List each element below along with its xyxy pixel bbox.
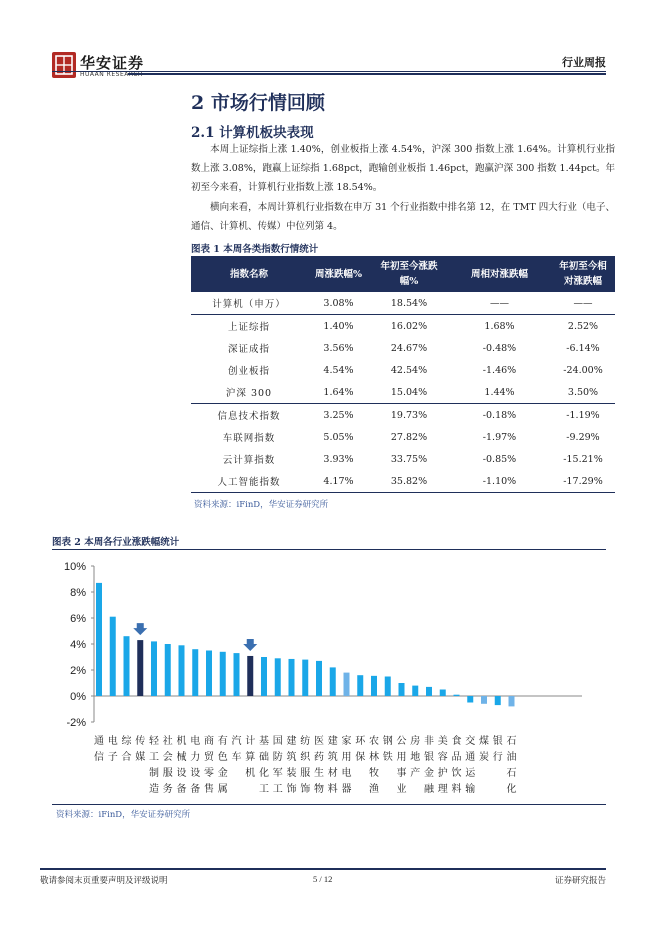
arrow-down-icon — [243, 639, 257, 651]
category-label: 建筑材料 — [327, 736, 338, 795]
y-tick-label: 4% — [70, 639, 86, 651]
category-label: 通信 — [94, 736, 104, 763]
bar — [165, 644, 171, 696]
category-label: 传媒 — [135, 736, 146, 763]
bar — [344, 673, 350, 696]
bar — [234, 653, 240, 696]
bar — [275, 658, 281, 696]
index-table — [191, 256, 615, 493]
bar — [220, 652, 226, 696]
bar — [399, 683, 405, 696]
category-label: 银行 — [492, 736, 503, 763]
bar — [481, 696, 487, 704]
category-label: 电力设备 — [190, 736, 201, 795]
category-label: 计算机 — [245, 736, 256, 779]
index-name-cell: 车联网指数 — [222, 433, 276, 444]
value-cell: 18.54% — [370, 292, 448, 315]
bar — [426, 687, 432, 696]
category-label: 电子 — [107, 736, 118, 763]
chart-top-divider — [52, 549, 606, 550]
industry-bar-chart — [52, 552, 606, 804]
table-row — [191, 337, 615, 359]
table-row — [191, 404, 615, 427]
subsection-title: 2.1 计算机板块表现 — [191, 125, 314, 141]
value-cell: 5.05% — [323, 431, 354, 443]
category-label: 社会服务 — [162, 736, 173, 795]
category-label: 国防军工 — [272, 736, 283, 795]
value-cell: 33.75% — [390, 453, 428, 465]
category-label: 交通运输 — [465, 736, 476, 795]
logo-text: 华安证券 — [80, 54, 145, 72]
category-label: 商贸零售 — [204, 736, 214, 795]
index-name-cell: 云计算指数 — [222, 455, 276, 466]
y-tick-label: 6% — [70, 613, 86, 625]
bar — [247, 656, 253, 696]
bar — [302, 660, 308, 696]
category-label: 石油石化 — [506, 736, 517, 795]
value-cell: 4.54% — [323, 364, 354, 376]
col-header: 指数名称 — [191, 256, 307, 292]
bar — [454, 695, 460, 696]
value-cell: 1.44% — [448, 381, 551, 404]
value-cell: 3.50% — [551, 381, 615, 404]
category-label: 综合 — [121, 736, 132, 763]
category-label: 有色金属 — [217, 736, 228, 795]
index-name-cell: 信息技术指数 — [217, 411, 281, 422]
table-row — [191, 448, 615, 470]
col-header: 周涨跌幅% — [307, 256, 370, 292]
col-header: 年初至今涨跌幅% — [370, 256, 448, 292]
section-title: 2 市场行情回顾 — [191, 92, 325, 114]
category-label: 美容护理 — [437, 736, 448, 795]
col-header: 周相对涨跌幅 — [448, 256, 551, 292]
category-label: 房地产 — [410, 736, 421, 779]
category-label: 非银金融 — [424, 736, 434, 795]
value-cell: -1.46% — [482, 364, 517, 376]
value-cell: 27.82% — [390, 431, 428, 443]
bar — [96, 583, 102, 696]
index-name-cell: 沪深 300 — [191, 381, 307, 404]
bar — [261, 657, 267, 696]
category-label: 食品饮料 — [451, 736, 462, 795]
value-cell: —— — [448, 292, 551, 315]
logo-subtext: HUAAN RESEARCH — [80, 71, 143, 78]
value-cell: 4.17% — [307, 470, 370, 493]
bar — [192, 649, 198, 696]
value-cell: 2.52% — [567, 320, 599, 332]
page-number: 5 / 12 — [313, 874, 333, 884]
table-source: 资料来源：iFinD，华安证券研究所 — [194, 500, 329, 510]
value-cell: 3.25% — [323, 409, 354, 421]
category-label: 纺织服饰 — [300, 736, 311, 795]
footer-disclaimer: 敬请参阅末页重要声明及评级说明 — [40, 876, 168, 886]
value-cell: -1.10% — [448, 470, 551, 493]
y-tick-label: -2% — [66, 717, 86, 729]
value-cell: -0.85% — [482, 453, 517, 465]
category-label: 农林牧渔 — [369, 736, 379, 795]
table-row — [191, 359, 615, 381]
category-label: 轻工制造 — [149, 736, 159, 795]
value-cell: -15.21% — [563, 453, 603, 465]
logo-icon — [52, 52, 76, 78]
chart-source: 资料来源：iFinD，华安证券研究所 — [56, 810, 191, 820]
value-cell: 35.82% — [370, 470, 448, 493]
bar — [467, 696, 473, 703]
paragraph-2: 横向来看，本周计算机行业指数在申万 31 个行业指数中排名第 12，在 TMT 四大行业（电子、通信、计算机、传媒）中位列第 4。 — [191, 202, 615, 232]
value-cell: 3.08% — [307, 292, 370, 315]
table-row — [191, 470, 615, 493]
value-cell: 42.54% — [390, 364, 428, 376]
bar — [412, 686, 418, 696]
bar — [385, 677, 391, 697]
value-cell: 24.67% — [390, 342, 428, 354]
value-cell: -0.18% — [482, 409, 517, 421]
bar — [509, 696, 515, 706]
bar — [110, 617, 116, 696]
index-name-cell: 人工智能指数 — [191, 470, 307, 493]
category-label: 机械设备 — [176, 736, 187, 795]
bar — [289, 659, 295, 696]
y-tick-label: 8% — [70, 587, 86, 599]
value-cell: -1.97% — [482, 431, 517, 443]
value-cell: 16.02% — [390, 320, 428, 332]
value-cell: 1.40% — [323, 320, 354, 332]
bar — [179, 645, 185, 696]
category-label: 汽车 — [231, 736, 242, 763]
bar — [440, 690, 446, 697]
value-cell: 19.73% — [390, 409, 428, 421]
chart-title: 图表 2 本周各行业涨跌幅统计 — [52, 537, 180, 548]
table-row — [191, 315, 615, 338]
bar — [357, 675, 363, 696]
value-cell: 3.56% — [323, 342, 354, 354]
value-cell: -6.14% — [566, 342, 600, 354]
category-label: 基础化工 — [259, 736, 269, 795]
bar — [151, 641, 157, 696]
arrow-down-icon — [133, 623, 147, 635]
category-label: 钢铁 — [382, 736, 393, 763]
y-tick-label: 2% — [70, 665, 86, 677]
index-name-cell: 创业板指 — [227, 366, 270, 377]
chart-bottom-divider — [52, 804, 606, 805]
report-type: 行业周报 — [562, 56, 606, 69]
category-label: 医药生物 — [314, 736, 324, 795]
header-divider — [52, 71, 606, 72]
value-cell: —— — [551, 292, 615, 315]
category-label: 家用电器 — [341, 736, 352, 795]
bar — [316, 661, 322, 696]
value-cell: -17.29% — [551, 470, 615, 493]
index-name-cell: 上证综指 — [227, 322, 270, 333]
footer-report-label: 证券研究报告 — [554, 876, 606, 886]
table-row — [191, 426, 615, 448]
y-tick-label: 0% — [70, 691, 86, 703]
paragraph-1: 本周上证综指上涨 1.40%，创业板指上涨 4.54%，沪深 300 指数上涨 1.64%。计算机行业指数上涨 3.08%，跑赢上证综指 1.68pct，跑输创业板指 1.46pct，跑赢沪深 300 指数 1.44pct。年初至今来看，计算机行业指数上涨 18.54%。 — [191, 144, 615, 193]
value-cell: 1.68% — [484, 320, 515, 332]
value-cell: -24.00% — [563, 364, 603, 376]
value-cell: 3.93% — [323, 453, 354, 465]
table-row — [191, 381, 615, 404]
bar — [495, 696, 501, 705]
footer-divider — [40, 868, 606, 870]
category-label: 煤炭 — [479, 736, 489, 763]
value-cell: -0.48% — [482, 342, 517, 354]
bar — [330, 667, 336, 696]
bar — [206, 651, 212, 697]
category-label: 环保 — [355, 736, 366, 763]
bar — [371, 676, 377, 696]
bar — [137, 640, 143, 696]
bar — [124, 636, 130, 696]
col-header: 年初至今相对涨跌幅 — [551, 256, 615, 292]
table-row — [191, 292, 615, 315]
y-tick-label: 10% — [63, 561, 86, 573]
category-label: 公用事业 — [396, 736, 407, 795]
value-cell: -9.29% — [566, 431, 600, 443]
value-cell: 15.04% — [370, 381, 448, 404]
value-cell: -1.19% — [566, 409, 600, 421]
index-name-cell: 计算机（申万） — [191, 292, 307, 315]
index-name-cell: 深证成指 — [227, 344, 270, 355]
header-divider-thick — [128, 73, 606, 75]
value-cell: 1.64% — [307, 381, 370, 404]
table-title: 图表 1 本周各类指数行情统计 — [191, 244, 319, 255]
category-label: 建筑装饰 — [286, 736, 297, 795]
